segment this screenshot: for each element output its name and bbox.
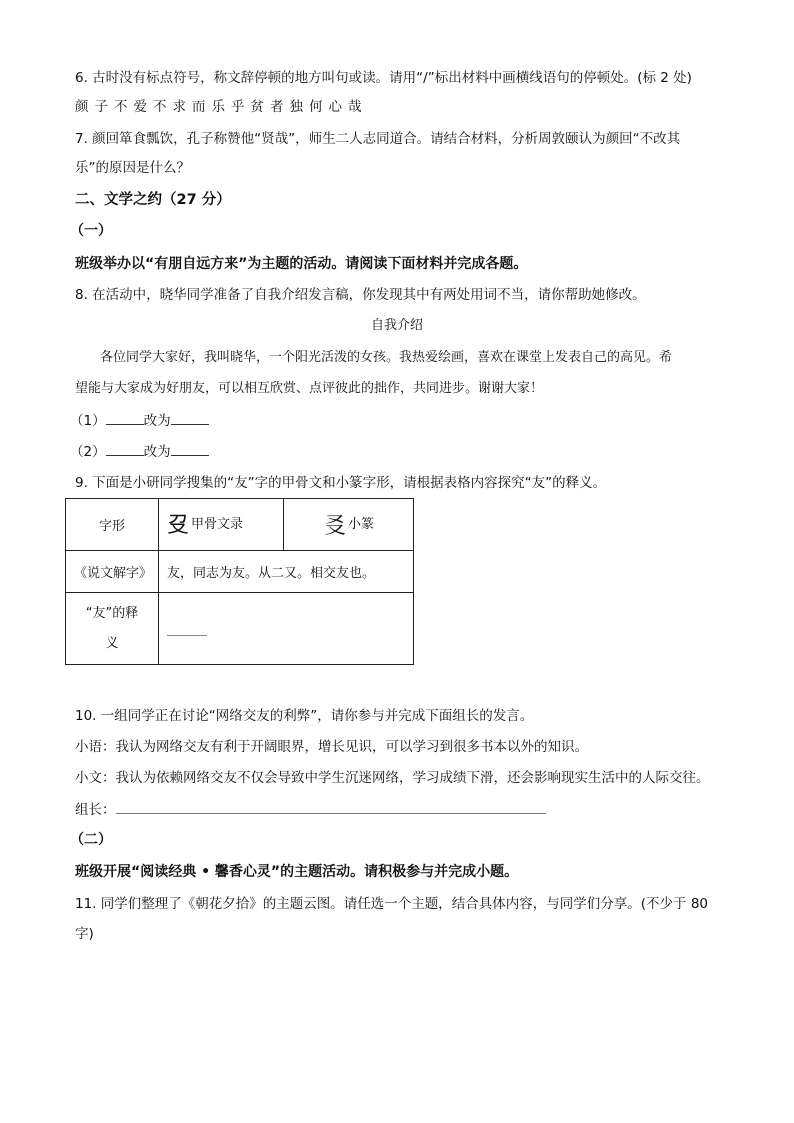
q7-line1: 7. 颜回箪食瓢饮，孔子称赞他“贤哉”，师生二人志同道合。请结合材料，分析周敦颐认为颜回“不改其 (75, 131, 681, 147)
meaning-label-a: “友”的释 (85, 605, 139, 621)
q10-xiaowen: 小文：我认为依赖网络交友不仅会导致中学生沉迷网络，学习成绩下滑，还会影响现实生活中的人际交往。 (75, 770, 710, 786)
q8-prompt: 8. 在活动中，晓华同学准备了自我介绍发言稿，你发现其中有两处用词不当，请你帮助她修改。 (75, 287, 646, 303)
answer-1-blank-a[interactable] (106, 410, 144, 425)
answer-2-blank-b[interactable] (171, 441, 209, 456)
essay-line2: 望能与大家成为好朋友，可以相互欣赏、点评彼此的拙作，共同进步。谢谢大家！ (75, 381, 544, 396)
part2-label: （二） (70, 832, 112, 848)
oracle-glyph: 𠬛 (167, 513, 190, 538)
table-label-meaning (66, 593, 159, 665)
essay-title: 自我介绍 (370, 318, 423, 333)
meaning-label-b: 义 (105, 635, 119, 651)
table-row-glyphs (66, 499, 414, 551)
answer-1-change-to: 改为 (143, 413, 171, 429)
oracle-label: 甲骨文录 (191, 517, 244, 532)
part2-intro: 班级开展“阅读经典 • 馨香心灵”的主题活动。请积极参与并完成小题。 (75, 864, 519, 880)
meaning-answer-cell[interactable] (159, 593, 414, 665)
q10-leader (75, 800, 734, 820)
answer-2-number: （2） (70, 444, 106, 460)
leader-label: 组长： (75, 802, 116, 818)
essay-line1: 各位同学大家好，我叫晓华，一个阳光活泼的女孩。我热爱绘画，喜欢在课堂上发表自己的高见。希 (100, 350, 673, 365)
table-label-glyph: 字形 (66, 499, 159, 551)
part1-intro: 班级举办以“有朋自远方来”为主题的活动。请阅读下面材料并完成各题。 (75, 256, 528, 272)
section-title: 二、文学之约（27 分） (75, 192, 231, 208)
q9-prompt: 9. 下面是小研同学搜集的“友”字的甲骨文和小篆字形，请根据表格内容探究“友”的释义。 (75, 475, 607, 491)
you-character-table (65, 498, 414, 665)
table-row-meaning (66, 593, 414, 665)
oracle-cell (159, 499, 284, 551)
part1-label: （一） (70, 223, 112, 239)
q6-line1: 6. 古时没有标点符号，称文辞停顿的地方叫句或读。请用“/”标出材料中画横线语句的停顿处。(标 2 处) (75, 70, 692, 86)
q8-answer-1 (70, 410, 734, 431)
table-row-shuowen (66, 551, 414, 593)
q8-answer-2 (70, 441, 734, 462)
answer-2-change-to: 改为 (143, 444, 171, 460)
q11-line1: 11. 同学们整理了《朝花夕拾》的主题云图。请任选一个主题，结合具体内容，与同学们分享。(不少于 80 (75, 896, 708, 912)
seal-glyph: 㕛 (324, 514, 347, 539)
q11-line2: 字) (75, 926, 94, 942)
q10-xiaoyu: 小语：我认为网络交友有利于开阔眼界，增长见识，可以学习到很多书本以外的知识。 (75, 739, 588, 755)
q10-prompt: 10. 一组同学正在讨论“网络交友的利弊”，请你参与并完成下面组长的发言。 (75, 708, 534, 724)
answer-1-blank-b[interactable] (171, 410, 209, 425)
seal-label: 小篆 (348, 517, 375, 532)
seal-cell (284, 499, 414, 551)
answer-1-number: （1） (70, 413, 106, 429)
q7-line2: 乐”的原因是什么？ (75, 160, 190, 176)
meaning-answer-blank[interactable] (167, 625, 207, 636)
shuowen-value: 友，同志为友。从二又。相交友也。 (159, 551, 414, 593)
answer-2-blank-a[interactable] (106, 441, 144, 456)
leader-answer-blank[interactable] (116, 801, 546, 814)
table-label-shuowen: 《说文解字》 (66, 551, 159, 593)
q6-line2: 颜子不爱不求而乐乎贫者独何心哉 (75, 99, 368, 115)
